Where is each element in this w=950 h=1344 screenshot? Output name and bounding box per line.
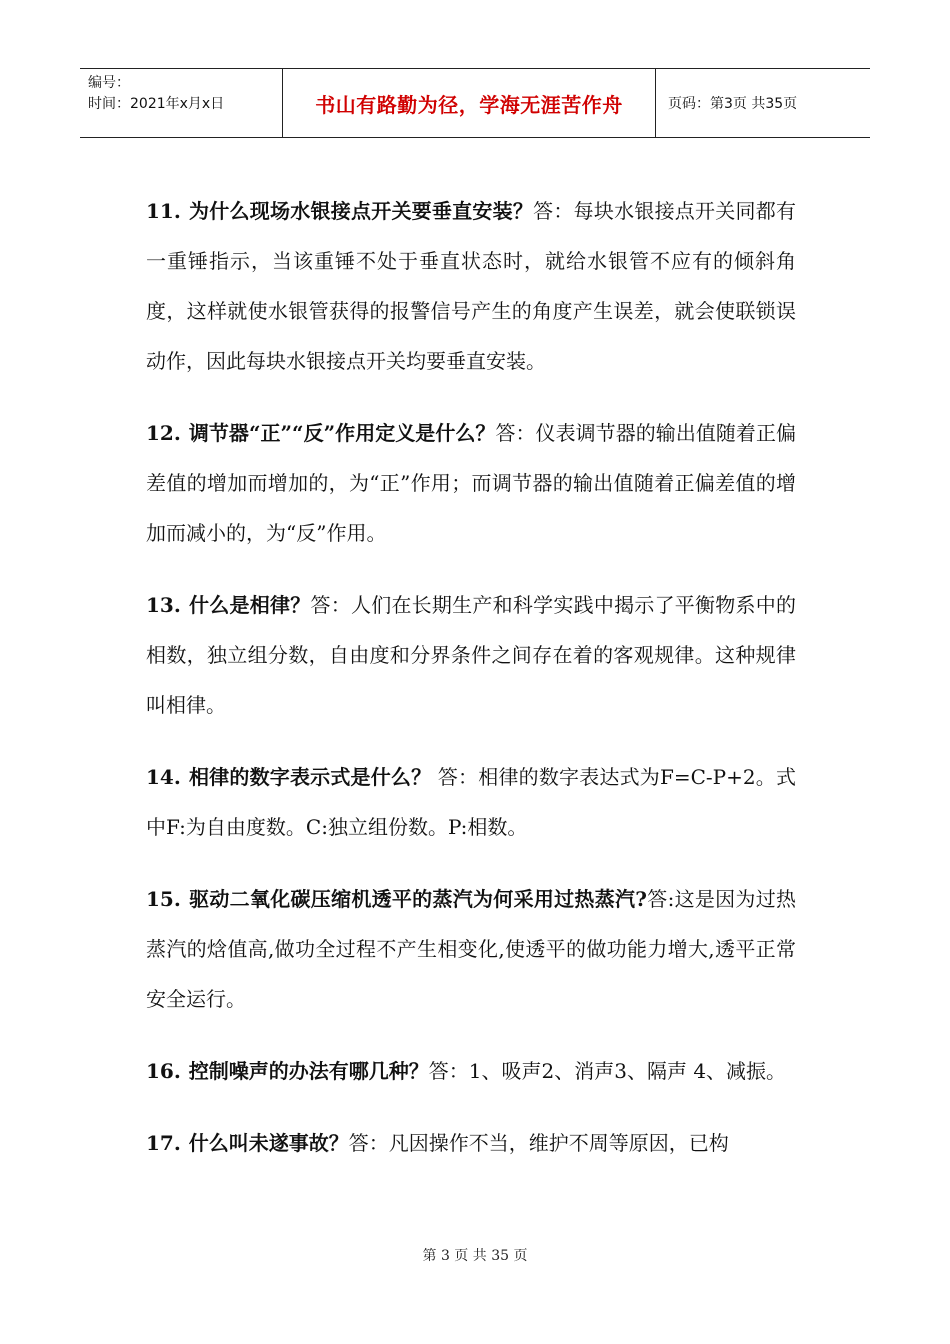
question-number: 15. bbox=[146, 887, 181, 911]
qa-item-17 bbox=[146, 1118, 796, 1168]
question-number: 16. bbox=[146, 1059, 181, 1083]
header-meta bbox=[80, 69, 282, 137]
question-text: 相律的数字表示式是什么？ bbox=[188, 765, 432, 789]
answer-text: 答：每块水银接点开关同都有一重锤指示，当该重锤不处于垂直状态时，就给水银管不应有的倾斜角度，这样就使水银管获得的报警信号产生的角度产生误差，就会使联锁误动作，因此每块水银接点开关均要垂直安装。 bbox=[146, 199, 797, 373]
qa-item-12 bbox=[146, 408, 796, 558]
answer-text: 答：仪表调节器的输出值随着正偏差值的增加而增加的，为“正”作用；而调节器的输出值随着正偏差值的增加而减小的，为“反”作用。 bbox=[146, 421, 797, 545]
page-footer bbox=[0, 1245, 950, 1265]
question-text: 什么是相律？ bbox=[188, 593, 311, 617]
question-text: 为什么现场水银接点开关要垂直安装？ bbox=[188, 199, 534, 223]
qa-item-15 bbox=[146, 874, 796, 1024]
qa-item-16 bbox=[146, 1046, 796, 1096]
question-text: 控制噪声的办法有哪几种？ bbox=[188, 1059, 429, 1083]
header-page-info: 页码：第3页 共35页 bbox=[668, 96, 798, 112]
answer-text: 答:这是因为过热蒸汽的焓值高,做功全过程不产生相变化,使透平的做功能力增大,透平正常安全运行。 bbox=[146, 887, 796, 1011]
answer-text: 答：相律的数字表达式为F=C-P+2。式中F:为自由度数。C:独立组份数。P:相数。 bbox=[146, 765, 797, 839]
question-number: 14. bbox=[146, 765, 181, 789]
question-number: 13. bbox=[146, 593, 181, 617]
document-body bbox=[146, 186, 796, 1190]
question-number: 12. bbox=[146, 421, 181, 445]
question-text: 调节器“正”“反”作用定义是什么？ bbox=[188, 421, 496, 445]
page-header bbox=[80, 68, 870, 138]
answer-text: 答：人们在长期生产和科学实践中揭示了平衡物系中的相数，独立组分数，自由度和分界条件之间存在着的客观规律。这种规律叫相律。 bbox=[146, 593, 797, 717]
qa-item-14 bbox=[146, 752, 796, 852]
footer-page-number: 第 3 页 共 35 页 bbox=[422, 1248, 528, 1264]
date-label: 时间：2021年x月x日 bbox=[88, 96, 225, 112]
question-number: 11. bbox=[146, 199, 181, 223]
answer-text: 答：1、吸声2、消声3、隔声 4、减振。 bbox=[428, 1059, 787, 1083]
qa-item-11 bbox=[146, 186, 796, 386]
question-text: 什么叫未遂事故？ bbox=[188, 1131, 349, 1155]
header-motto: 书山有路勤为径，学海无涯苦作舟 bbox=[282, 69, 656, 137]
qa-item-13 bbox=[146, 580, 796, 730]
serial-number-label: 编号： bbox=[88, 75, 130, 91]
question-number: 17. bbox=[146, 1131, 181, 1155]
answer-text: 答：凡因操作不当，维护不周等原因，已构 bbox=[348, 1131, 729, 1155]
question-text: 驱动二氧化碳压缩机透平的蒸汽为何采用过热蒸汽? bbox=[188, 887, 647, 911]
